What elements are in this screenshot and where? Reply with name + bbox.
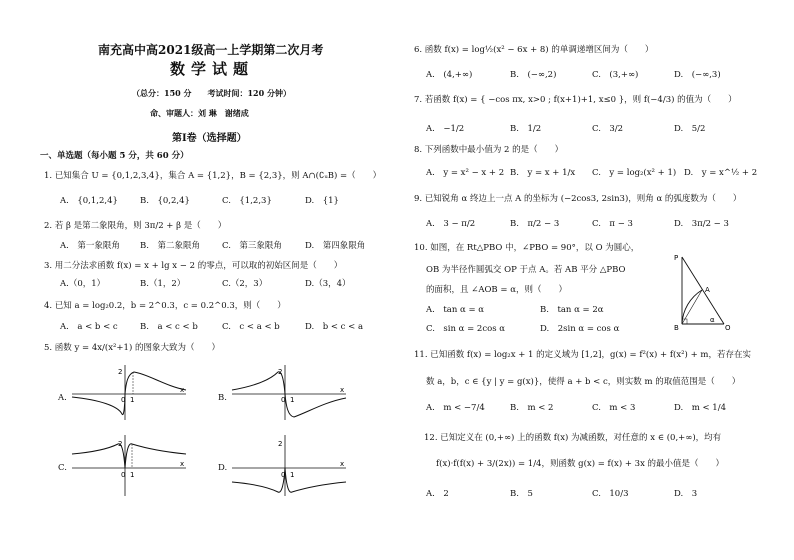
q11-option-d: D. m < 1/4 (674, 403, 726, 413)
label-a: A (705, 286, 710, 294)
q8-option-a: A. y = x² − x + 2 (426, 168, 505, 178)
q5-stem: 5. 函数 y = 4x/(x²+1) 的图象大致为（ ） (44, 343, 220, 353)
tick-two: 2 (278, 440, 283, 448)
exam-info: （总分：150 分 考试时间：120 分钟） (132, 88, 291, 98)
q10-option-c: C. sin α = 2cos α (426, 324, 506, 334)
q3-option-a: A.（0，1） (60, 279, 106, 289)
q1-stem: 1. 已知集合 U = {0,1,2,3,4}，集合 A = {1,2}，B = {2,3}，则 A∩(∁ᵤB) =（ ） (44, 171, 382, 181)
q12-option-d: D. 3 (674, 489, 698, 499)
tick-zero: 0 (121, 471, 126, 479)
q10-line3: 的面积，且 ∠AOB = α，则（ ） (426, 285, 567, 295)
q10-line1: 10. 如图，在 Rt△PBO 中，∠PBO = 90°，以 O 为圆心， (414, 243, 640, 253)
q7-option-d: D. 5/2 (674, 124, 706, 134)
tick-zero: 0 (281, 396, 286, 404)
q8-option-b: B. y = x + 1/x (510, 168, 576, 178)
q12-line2: f(x)·f(f(x) + 3/(2x)) = 1/4，则函数 g(x) = f(x) + 3x 的最小值是（ ） (436, 459, 725, 469)
q3-option-c: C.（2，3） (222, 279, 268, 289)
q5-graph-c (70, 432, 190, 498)
axis-x-label: x (180, 460, 185, 468)
q4-stem: 4. 已知 a = log₂0.2，b = 2^0.3，c = 0.2^0.3，则（ ） (44, 301, 286, 311)
q7-stem: 7. 若函数 f(x) = { −cos πx, x>0 ; f(x+1)+1, x≤0 }，则 f(−4/3) 的值为（ ） (414, 95, 737, 105)
q10-option-b: B. tan α = 2α (540, 305, 604, 315)
q4-option-d: D. b < c < a (305, 322, 364, 332)
q7-option-a: A. −1/2 (426, 124, 465, 134)
q4-option-a: A. a < b < c (60, 322, 118, 332)
q10-option-d: D. 2sin α = cos α (540, 324, 620, 334)
label-b: B (674, 324, 679, 332)
tick-zero: 0 (121, 396, 126, 404)
tick-one: 1 (290, 471, 295, 479)
q1-option-c: C. {1,2,3} (222, 196, 272, 206)
q12-option-b: B. 5 (510, 489, 533, 499)
q2-stem: 2. 若 β 是第二象限角，则 3π/2 + β 是（ ） (44, 221, 227, 231)
q2-option-b: B. 第二象限角 (140, 241, 200, 251)
curve (72, 372, 186, 415)
q11-line2: 数 a，b，c ∈ {y | y = g(x)}，使得 a + b < c，则实数 m 的取值范围是（ ） (426, 377, 741, 387)
tick-two: 2 (118, 440, 123, 448)
curve-lower (232, 468, 346, 492)
axis-x-label: x (340, 386, 345, 394)
left-column (0, 0, 380, 560)
q6-option-b: B. (−∞,2) (510, 70, 557, 80)
q2-option-c: C. 第三象限角 (222, 241, 282, 251)
right-column (400, 0, 780, 560)
tick-one: 1 (130, 396, 135, 404)
q5-option-d: D. (218, 463, 228, 473)
q1-option-d: D. {1} (305, 196, 339, 206)
tick-one: 1 (130, 471, 135, 479)
label-o: O (725, 324, 731, 332)
q12-option-c: C. 10/3 (592, 489, 629, 499)
section-title: 一、单选题（每小题 5 分，共 60 分） (40, 151, 189, 161)
axis-x-label: x (340, 460, 345, 468)
q5-option-c: C. (58, 463, 67, 473)
q6-stem: 6. 函数 f(x) = log½(x² − 6x + 8) 的单调递增区间为（ ） (414, 45, 654, 55)
q12-option-a: A. 2 (426, 489, 449, 499)
subject-title: 数学试题 (170, 60, 255, 78)
tick-two: 2 (278, 368, 283, 376)
q3-option-d: D.（3，4） (305, 279, 351, 289)
q3-stem: 3. 用二分法求函数 f(x) = x + lg x − 2 的零点，可以取的初始区间是（ ） (44, 261, 343, 271)
q10-figure (672, 252, 732, 332)
q6-option-c: C. (3,+∞) (592, 70, 639, 80)
q2-option-a: A. 第一象限角 (60, 241, 120, 251)
q5-graph-a (70, 362, 190, 422)
q1-option-a: A. {0,1,2,4} (60, 196, 118, 206)
curve-upper (72, 444, 186, 468)
side-po (682, 257, 724, 324)
q2-option-d: D. 第四象限角 (305, 241, 366, 251)
q4-option-b: B. a < c < b (140, 322, 198, 332)
q9-option-b: B. π/2 − 3 (510, 219, 560, 229)
q9-option-c: C. π − 3 (592, 219, 633, 229)
q12-line1: 12. 已知定义在 (0,+∞) 上的函数 f(x) 为减函数，对任意的 x ∈ (0,+∞)，均有 (424, 433, 722, 443)
q5-option-b: B. (218, 393, 227, 403)
q5-graph-b (230, 362, 350, 422)
q7-option-c: C. 3/2 (592, 124, 624, 134)
q11-line1: 11. 已知函数 f(x) = log₂x + 1 的定义域为 [1,2]，g(x) = f²(x) + f(x²) + m，若存在实 (414, 350, 751, 360)
axis-x-label: x (180, 386, 185, 394)
tick-one: 1 (290, 396, 295, 404)
label-p: P (674, 254, 679, 262)
q7-option-b: B. 1/2 (510, 124, 542, 134)
school-title: 南充高中高2021级高一上学期第二次月考 (98, 43, 324, 57)
q6-option-d: D. (−∞,3) (674, 70, 721, 80)
q9-stem: 9. 已知锐角 α 终边上一点 A 的坐标为 (−2cos3, 2sin3)，则角 α 的弧度数为（ ） (414, 194, 742, 204)
q9-option-d: D. 3π/2 − 3 (674, 219, 729, 229)
q8-option-d: D. y = x^½ + 2 (684, 168, 758, 178)
label-alpha: α (710, 316, 715, 324)
q10-option-a: A. tan α = α (426, 305, 485, 315)
q6-option-a: A. (4,+∞) (426, 70, 473, 80)
q4-option-c: C. c < a < b (222, 322, 280, 332)
q8-option-c: C. y = log₂(x² + 1) (592, 168, 677, 178)
authors: 命、审题人：刘 琳 谢绪成 (150, 108, 249, 118)
q3-option-b: B.（1，2） (140, 279, 186, 289)
q11-option-c: C. m < 3 (592, 403, 636, 413)
q5-option-a: A. (58, 393, 67, 403)
volume-title: 第Ⅰ卷（选择题） (172, 133, 247, 144)
q5-graph-d (230, 432, 350, 498)
q11-option-b: B. m < 2 (510, 403, 554, 413)
q9-option-a: A. 3 − π/2 (426, 219, 476, 229)
q11-option-a: A. m < −7/4 (426, 403, 485, 413)
q1-option-b: B. {0,2,4} (140, 196, 190, 206)
q8-stem: 8. 下列函数中最小值为 2 的是（ ） (414, 145, 564, 155)
q10-line2: OB 为半径作圆弧交 OP 于点 A。若 AB 平分 △PBO (426, 265, 626, 275)
tick-zero: 0 (281, 471, 286, 479)
tick-two: 2 (118, 368, 123, 376)
